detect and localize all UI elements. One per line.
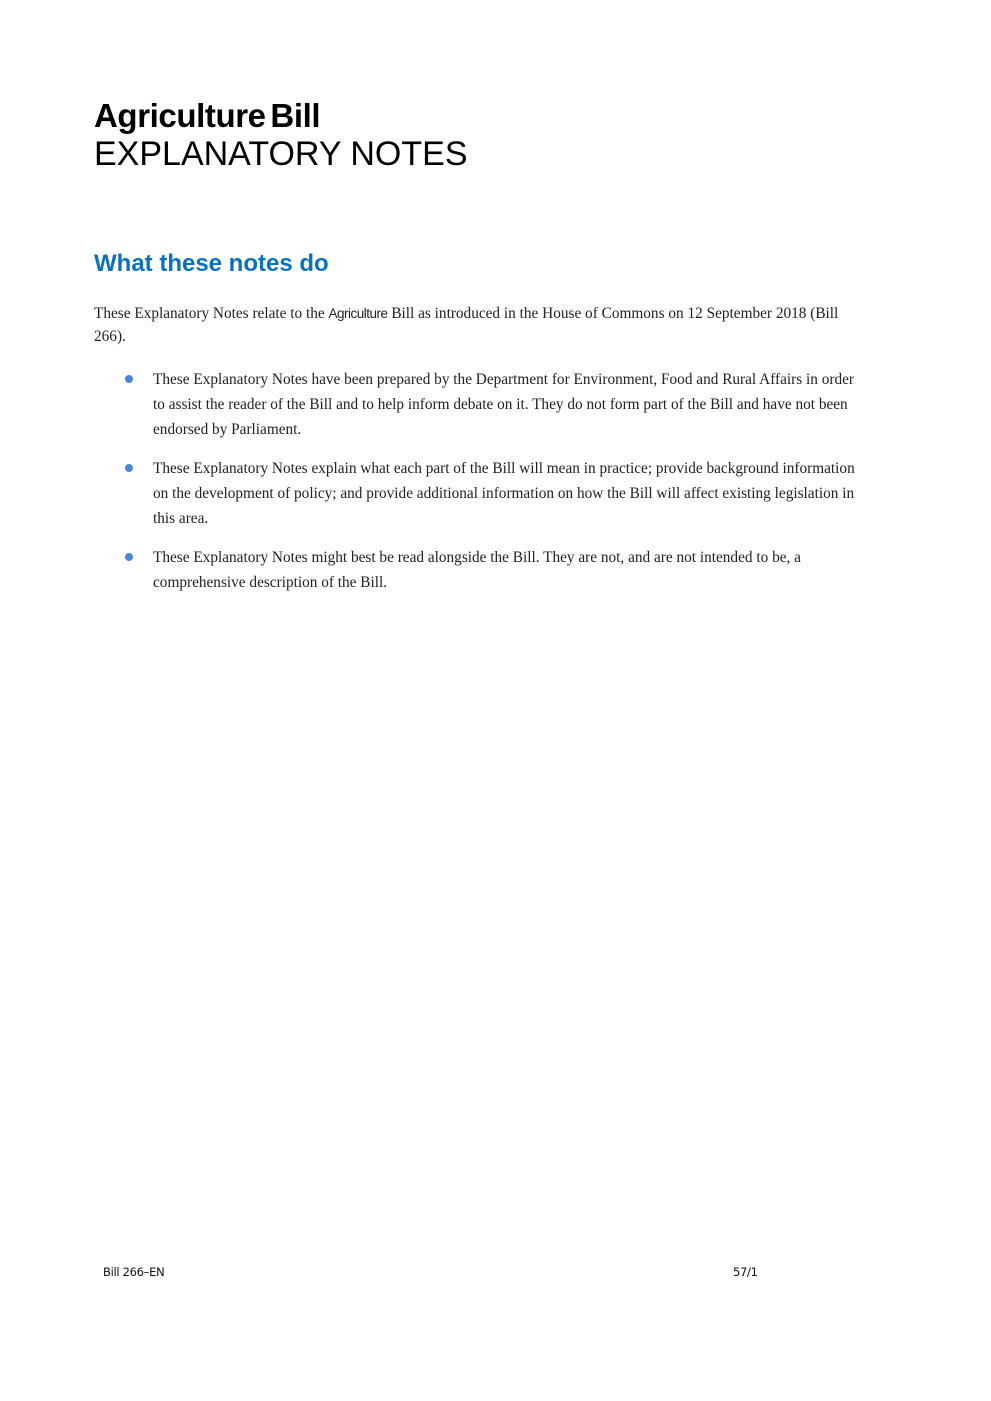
bullet-text: These Explanatory Notes explain what each part of the Bill will mean in practice; provide background information on the development of policy; and provide additional information on how the Bill will affect existing legislation in this area. (153, 460, 855, 527)
bill-title-part2: Bill (270, 97, 321, 134)
intro-paragraph (94, 302, 854, 348)
section-heading: What these notes do (94, 250, 329, 277)
footer-page-number: 57/1 (733, 1265, 758, 1279)
footer-bill-reference: Bill 266–EN (103, 1265, 165, 1279)
bullet-item (94, 456, 864, 531)
bullet-text: These Explanatory Notes might best be read alongside the Bill. They are not, and are not intended to be, a comprehensive description of the Bill. (153, 549, 801, 591)
bullet-item (94, 545, 864, 595)
bullet-list (94, 367, 864, 609)
bill-title (94, 97, 468, 135)
bullet-dot-icon (125, 553, 133, 561)
intro-text-after: Bill as introduced in the House of Commons on 12 September 2018 (Bill 266). (94, 305, 839, 345)
bullet-dot-icon (125, 464, 133, 472)
bullet-text: These Explanatory Notes have been prepared by the Department for Environment, Food and Rural Affairs in order to assist the reader of the Bill and to help inform debate on it. They do not form part of the Bill and have not been endorsed by Parliament. (153, 371, 855, 438)
intro-text-before: These Explanatory Notes relate to the (94, 305, 329, 322)
bullet-item (94, 367, 864, 442)
document-title-block (94, 97, 468, 173)
intro-bill-word: Agriculture (328, 306, 388, 321)
bill-title-part1: Agriculture (94, 97, 266, 134)
document-subtitle: EXPLANATORY NOTES (94, 135, 468, 173)
bullet-dot-icon (125, 375, 133, 383)
